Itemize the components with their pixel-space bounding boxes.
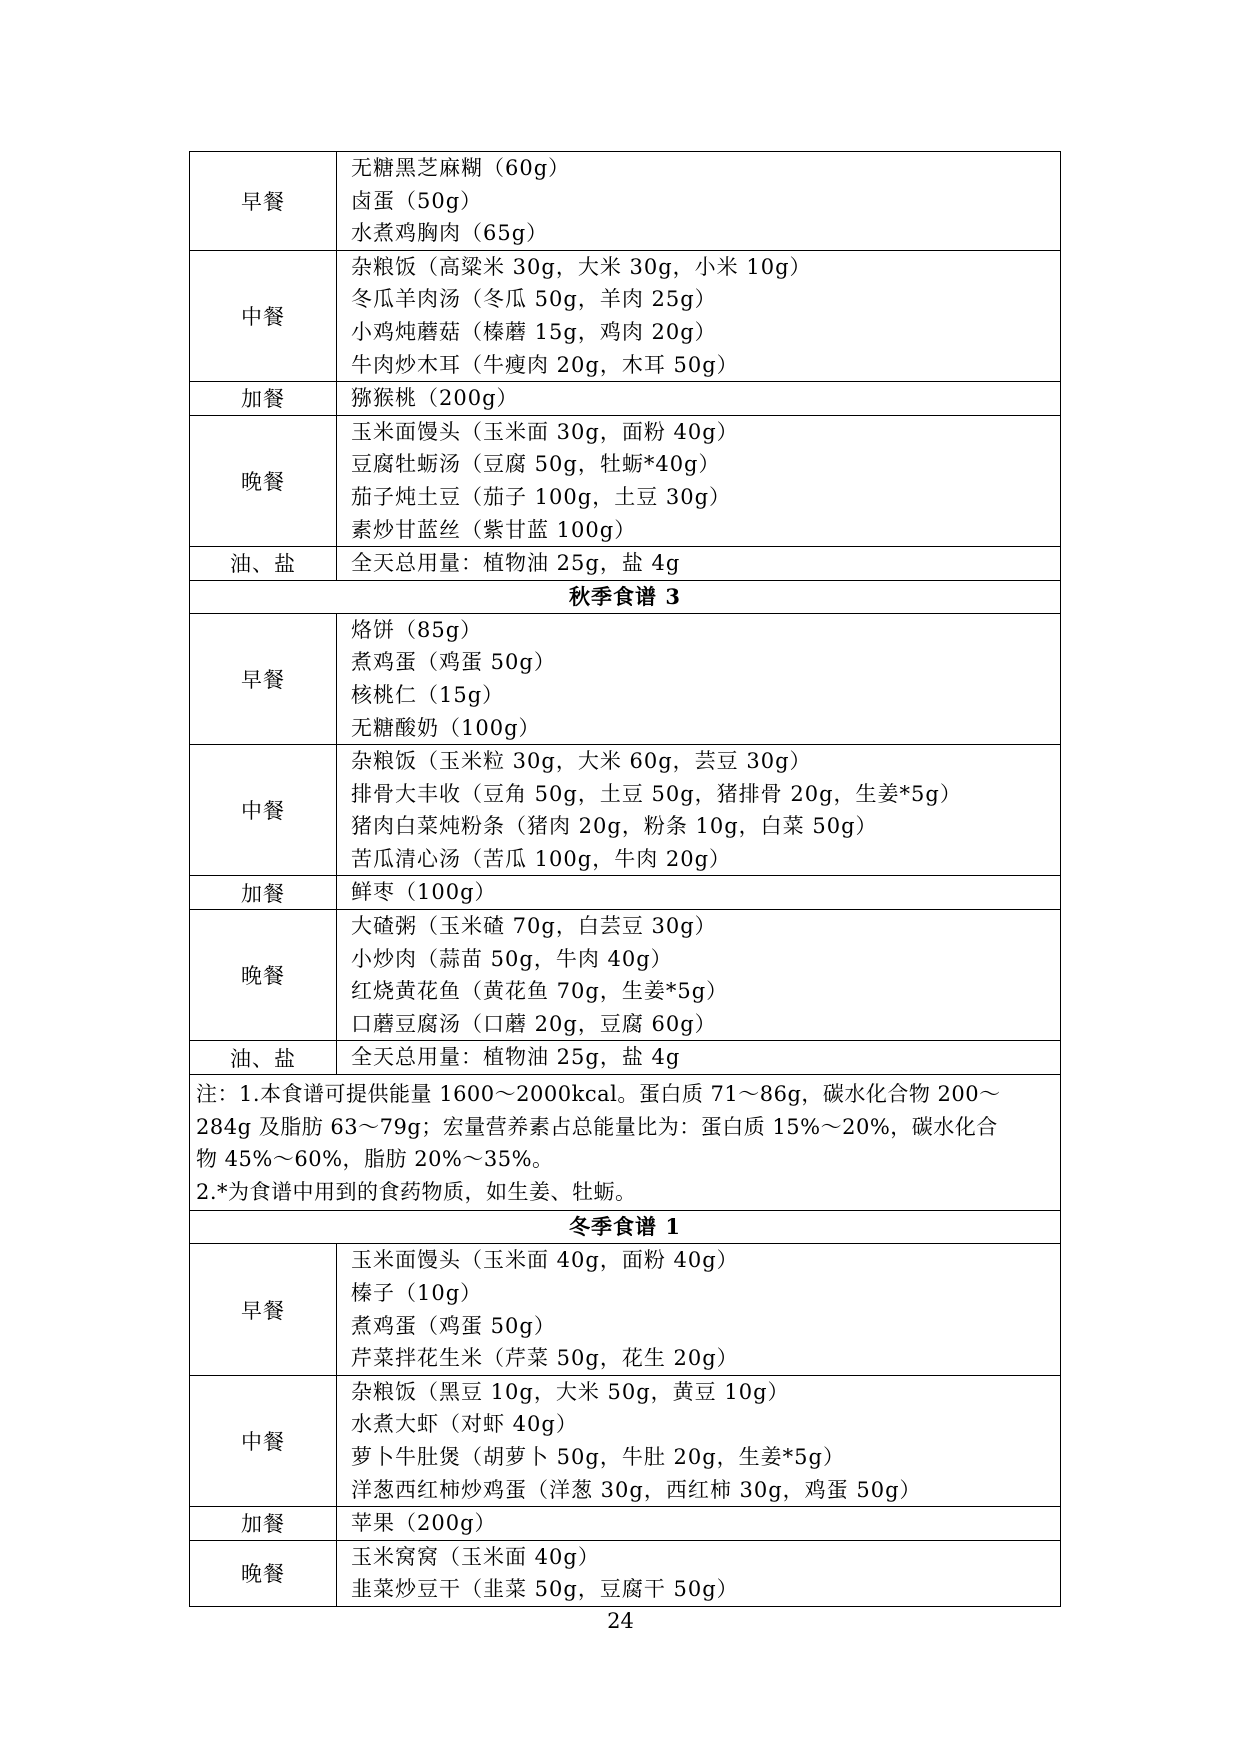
meal-label: 晚餐 bbox=[190, 910, 337, 1041]
food-item: 牛肉炒木耳（牛瘦肉 20g，木耳 50g） bbox=[351, 352, 739, 377]
meal-label: 早餐 bbox=[190, 152, 337, 251]
food-item: 无糖黑芝麻糊（60g） bbox=[351, 156, 571, 180]
food-item: 煮鸡蛋（鸡蛋 50g） bbox=[351, 650, 556, 675]
food-item: 全天总用量：植物油 25g，盐 4g bbox=[351, 1045, 681, 1070]
note-line: 284g 及脂肪 63～79g；宏量营养素占总能量比为：蛋白质 15%～20%，碳水化合 bbox=[196, 1114, 998, 1139]
section-title: 秋季食谱 3 bbox=[190, 580, 1061, 613]
food-item: 烙饼（85g） bbox=[351, 617, 483, 642]
meal-items bbox=[337, 1244, 1061, 1375]
meal-items bbox=[337, 745, 1061, 876]
meal-label: 晚餐 bbox=[190, 415, 337, 546]
meal-label: 加餐 bbox=[190, 876, 337, 910]
food-item: 玉米面馒头（玉米面 40g，面粉 40g） bbox=[351, 1248, 739, 1273]
meal-row bbox=[190, 1375, 1061, 1506]
food-item: 排骨大丰收（豆角 50g，土豆 50g，猪排骨 20g，生姜*5g） bbox=[351, 781, 962, 806]
meal-label: 早餐 bbox=[190, 613, 337, 744]
food-item: 煮鸡蛋（鸡蛋 50g） bbox=[351, 1313, 556, 1338]
food-item: 红烧黄花鱼（黄花鱼 70g，生姜*5g） bbox=[351, 979, 729, 1004]
meal-row bbox=[190, 1041, 1061, 1075]
food-item: 全天总用量：植物油 25g，盐 4g bbox=[351, 551, 681, 576]
food-item: 榛子（10g） bbox=[351, 1281, 483, 1305]
meal-items bbox=[337, 613, 1061, 744]
food-item: 鲜枣（100g） bbox=[351, 880, 497, 905]
food-item: 杂粮饭（玉米粒 30g，大米 60g，芸豆 30g） bbox=[351, 749, 812, 774]
meal-label: 中餐 bbox=[190, 1375, 337, 1506]
note-line: 2.*为食谱中用到的食药物质，如生姜、牡蛎。 bbox=[196, 1179, 637, 1204]
meal-label: 油、盐 bbox=[190, 547, 337, 581]
food-item: 杂粮饭（高粱米 30g，大米 30g，小米 10g） bbox=[351, 254, 812, 279]
meal-label: 晚餐 bbox=[190, 1540, 337, 1606]
meal-items bbox=[337, 1375, 1061, 1506]
food-item: 无糖酸奶（100g） bbox=[351, 715, 541, 740]
meal-row bbox=[190, 382, 1061, 416]
food-item: 芹菜拌花生米（芹菜 50g，花生 20g） bbox=[351, 1346, 739, 1371]
meal-label: 中餐 bbox=[190, 745, 337, 876]
meal-label: 加餐 bbox=[190, 382, 337, 416]
meal-row bbox=[190, 1507, 1061, 1541]
food-item: 猕猴桃（200g） bbox=[351, 386, 519, 411]
page-number: 24 bbox=[607, 1609, 634, 1633]
meal-label: 加餐 bbox=[190, 1507, 337, 1541]
food-item: 韭菜炒豆干（韭菜 50g，豆腐干 50g） bbox=[351, 1577, 739, 1602]
menu-table-body bbox=[190, 152, 1061, 1607]
food-item: 猪肉白菜炖粉条（猪肉 20g，粉条 10g，白菜 50g） bbox=[351, 814, 878, 839]
meal-items bbox=[337, 152, 1061, 251]
food-item: 水煮大虾（对虾 40g） bbox=[351, 1412, 578, 1437]
menu-table bbox=[189, 151, 1061, 1607]
food-item: 小鸡炖蘑菇（榛蘑 15g，鸡肉 20g） bbox=[351, 319, 717, 344]
food-item: 苦瓜清心汤（苦瓜 100g，牛肉 20g） bbox=[351, 846, 732, 871]
food-item: 小炒肉（蒜苗 50g，牛肉 40g） bbox=[351, 946, 673, 971]
food-item: 杂粮饭（黑豆 10g，大米 50g，黄豆 10g） bbox=[351, 1379, 790, 1404]
section-title-row bbox=[190, 580, 1061, 613]
meal-row bbox=[190, 250, 1061, 381]
meal-items bbox=[337, 382, 1061, 416]
food-item: 玉米窝窝（玉米面 40g） bbox=[351, 1544, 600, 1569]
food-item: 口蘑豆腐汤（口蘑 20g，豆腐 60g） bbox=[351, 1011, 717, 1036]
meal-items bbox=[337, 910, 1061, 1041]
section-title-row bbox=[190, 1211, 1061, 1244]
note-cell bbox=[190, 1075, 1061, 1211]
meal-items bbox=[337, 876, 1061, 910]
food-item: 大碴粥（玉米碴 70g，白芸豆 30g） bbox=[351, 914, 717, 939]
meal-label: 油、盐 bbox=[190, 1041, 337, 1075]
meal-items bbox=[337, 1507, 1061, 1541]
meal-row bbox=[190, 1244, 1061, 1375]
meal-items bbox=[337, 547, 1061, 581]
meal-label: 早餐 bbox=[190, 1244, 337, 1375]
meal-row bbox=[190, 745, 1061, 876]
food-item: 萝卜牛肚煲（胡萝卜 50g，牛肚 20g，生姜*5g） bbox=[351, 1444, 845, 1469]
note-line: 物 45%～60%，脂肪 20%～35%。 bbox=[196, 1147, 554, 1172]
food-item: 冬瓜羊肉汤（冬瓜 50g，羊肉 25g） bbox=[351, 287, 717, 312]
food-item: 苹果（200g） bbox=[351, 1511, 497, 1536]
food-item: 水煮鸡胸肉（65g） bbox=[351, 221, 549, 246]
meal-row bbox=[190, 547, 1061, 581]
food-item: 洋葱西红柿炒鸡蛋（洋葱 30g，西红柿 30g，鸡蛋 50g） bbox=[351, 1477, 922, 1502]
meal-items bbox=[337, 250, 1061, 381]
food-item: 豆腐牡蛎汤（豆腐 50g，牡蛎*40g） bbox=[351, 452, 721, 477]
meal-row bbox=[190, 876, 1061, 910]
food-item: 素炒甘蓝丝（紫甘蓝 100g） bbox=[351, 517, 637, 542]
note-line: 注：1.本食谱可提供能量 1600～2000kcal。蛋白质 71～86g，碳水化合物 200～ bbox=[196, 1082, 1001, 1107]
meal-items bbox=[337, 1041, 1061, 1075]
food-item: 卤蛋（50g） bbox=[351, 188, 483, 213]
meal-row bbox=[190, 1540, 1061, 1606]
meal-row bbox=[190, 910, 1061, 1041]
section-title: 冬季食谱 1 bbox=[190, 1211, 1061, 1244]
note-row bbox=[190, 1075, 1061, 1211]
meal-label: 中餐 bbox=[190, 250, 337, 381]
meal-items bbox=[337, 415, 1061, 546]
meal-row bbox=[190, 613, 1061, 744]
meal-items bbox=[337, 1540, 1061, 1606]
food-item: 茄子炖土豆（茄子 100g，土豆 30g） bbox=[351, 484, 732, 509]
meal-row bbox=[190, 152, 1061, 251]
meal-row bbox=[190, 415, 1061, 546]
food-item: 核桃仁（15g） bbox=[351, 682, 505, 707]
food-item: 玉米面馒头（玉米面 30g，面粉 40g） bbox=[351, 419, 739, 444]
